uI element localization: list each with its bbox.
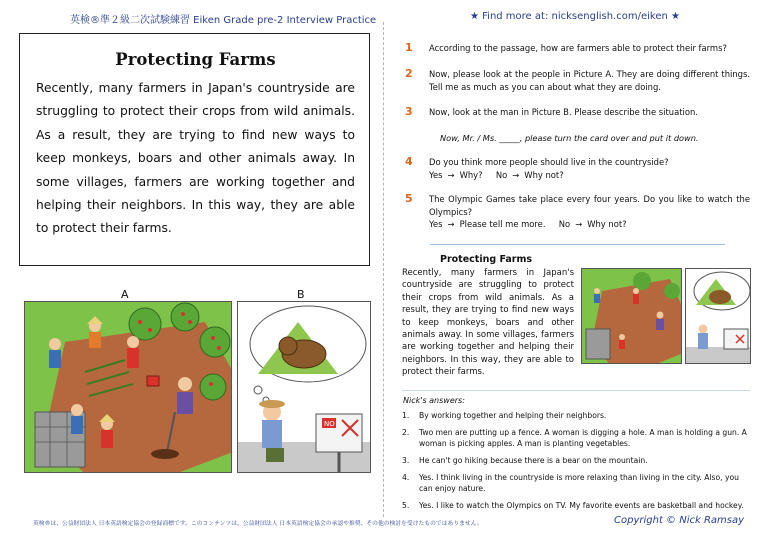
answers-title: Nick's answers: — [403, 396, 465, 405]
question-number: 1 — [405, 41, 413, 54]
answer-number: 3. — [402, 455, 410, 465]
hiker-scene-thumbnail — [686, 269, 751, 364]
answer-item — [402, 427, 750, 450]
instruction-text: Now, Mr. / Ms. _____, please turn the card over and put it down. — [440, 133, 699, 143]
question-number: 2 — [405, 67, 413, 80]
answers-list — [402, 410, 750, 516]
picture-b-label: B — [297, 288, 305, 301]
answer-item — [402, 472, 750, 495]
passage-card — [19, 33, 370, 266]
answer-number: 1. — [402, 411, 410, 420]
farm-scene-illustration — [25, 302, 232, 473]
answer-item — [402, 410, 750, 421]
question-4 — [405, 156, 750, 181]
answer-number: 2. — [402, 427, 410, 437]
question-text: According to the passage, how are farmers able to protect their farms? — [429, 43, 727, 53]
followup-no-prompt: Why not? — [587, 219, 627, 229]
followup-yes: Yes — [429, 219, 443, 229]
followup-no: No — [495, 169, 508, 180]
small-passage-title: Protecting Farms — [440, 254, 533, 265]
arrow-icon: → — [575, 219, 583, 229]
answer-text: Yes. I like to watch the Olympics on TV. My favorite events are basketball and hockey. — [419, 500, 744, 510]
small-picture-a — [581, 268, 682, 364]
answer-text: He can't go hiking because there is a bear on the mountain. — [419, 455, 648, 465]
footer-copyright: Copyright © Nick Ramsay — [614, 515, 745, 526]
arrow-icon: → — [512, 169, 520, 180]
footer-disclaimer: 英検®は、公益財団法人 日本英語検定協会の登録商標です。このコンテンツは、公益財団法人 日本英語検定協会の承認や推奨、その他の検討を受けたものではありません。 — [33, 521, 483, 527]
small-passage-text: Recently, many farmers in Japan's countryside are struggling to protect their crops from wild animals. As a result, they are trying to find new ways to keep monkeys, boars and other animals away. In some villages, farmers are working together and helping their neighbors. In this way, they are able to protect their farms. — [402, 268, 574, 378]
question-number: 4 — [405, 155, 413, 168]
question-3 — [405, 106, 750, 119]
question-number: 3 — [405, 105, 413, 118]
picture-a-label: A — [121, 288, 129, 301]
header-link[interactable]: ★ Find more at: nicksenglish.com/eiken ★ — [470, 11, 680, 22]
passage-text: Recently, many farmers in Japan's countryside are struggling to protect their crops from wild animals. As a result, they are trying to find new ways to keep monkeys, boars and other animals away. In some villages, farmers are working together and helping their neighbors. In this way, they are able to protect their farms. — [36, 81, 355, 236]
sign-no-text: NO — [324, 420, 335, 428]
header-title: 英検®準２級二次試験練習 Eiken Grade pre-2 Interview Practice — [70, 15, 377, 26]
arrow-icon: → — [447, 169, 455, 180]
followup-yes-prompt: Why? — [459, 169, 483, 180]
answer-text: By working together and helping their neighbors. — [419, 411, 607, 420]
followup-no-prompt: Why not? — [524, 169, 564, 180]
page-divider — [383, 22, 384, 517]
picture-b — [237, 301, 371, 473]
arrow-icon: → — [447, 219, 455, 229]
picture-a — [24, 301, 232, 473]
followup-no: No — [558, 219, 571, 229]
followup-yes: Yes — [429, 169, 443, 180]
answer-number: 4. — [402, 472, 410, 482]
question-number: 5 — [405, 192, 413, 205]
followup-line — [429, 218, 750, 231]
answer-text: Yes. I think living in the countryside is more relaxing than living in the city. Also, you can enjoy nature. — [419, 472, 739, 493]
section-divider — [402, 390, 750, 391]
answer-number: 5. — [402, 500, 410, 510]
question-text: Do you think more people should live in the countryside? — [429, 157, 669, 167]
question-text: The Olympic Games take place every four years. Do you like to watch the Olympics? — [429, 194, 750, 217]
followup-yes-prompt: Please tell me more. — [459, 219, 546, 229]
question-1 — [405, 42, 750, 55]
hiker-scene-illustration — [238, 302, 371, 473]
question-2 — [405, 68, 750, 93]
followup-line — [429, 169, 750, 182]
section-divider — [430, 244, 725, 245]
question-text: Now, look at the man in Picture B. Please describe the situation. — [429, 107, 698, 117]
question-text: Now, please look at the people in Picture A. They are doing different things. Tell me as much as you can about what they are doing. — [429, 69, 750, 92]
question-5 — [405, 193, 750, 231]
answer-text: Two men are putting up a fence. A woman is digging a hole. A man is holding a gun. A woman is picking apples. A man is planting vegetables. — [419, 427, 747, 449]
passage-title: Protecting Farms — [115, 50, 276, 69]
answer-item — [402, 500, 750, 511]
small-picture-b — [685, 268, 751, 364]
answer-item — [402, 455, 750, 466]
farm-scene-thumbnail — [582, 269, 682, 364]
